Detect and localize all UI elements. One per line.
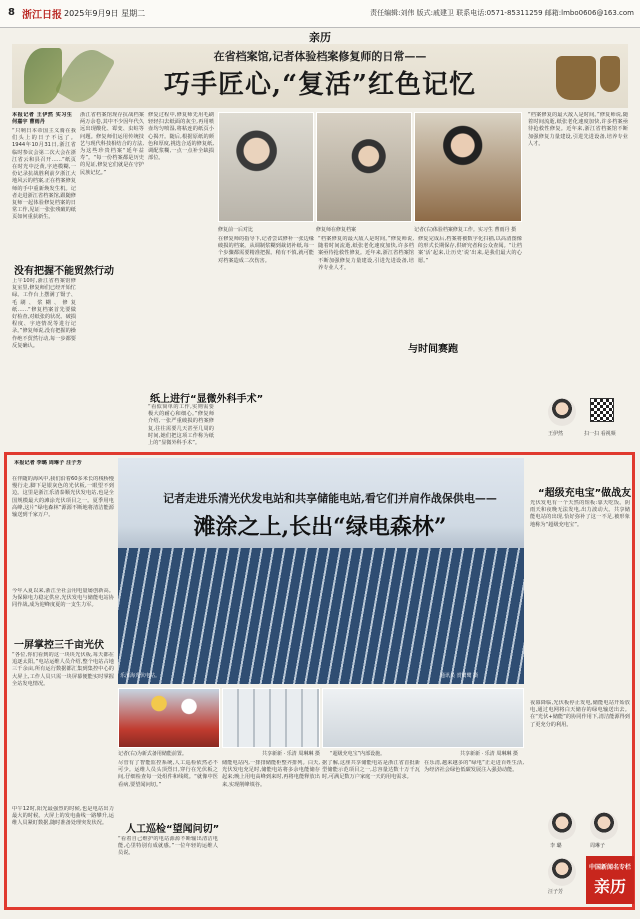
story1-col4: 在修复师的指导下,记者尝试修补一张边缘破损的档案。从调制浆糊到裁切补纸,每一个步骤都需要精准把握。稍有不慎,就可能对档案造成二次伤害。 (218, 236, 314, 264)
leaf-decoration (24, 48, 62, 104)
reporter-b-avatar (590, 812, 618, 840)
caption-hero-credit: 通讯员 赏鹭鹭 摄 (440, 673, 479, 679)
story2-col3: 尽管有了智能监控系统,人工巡检依然必不可少。运维人员头顶烈日,穿行在光伏板之间,仔细检查每一处组件和线缆。“就像中医看病,要望闻问切。” (118, 760, 218, 788)
story1-head1: 没有把握不能贸然行动 (14, 266, 114, 277)
logo-top-text: 中国新闻名专栏 (588, 864, 631, 871)
story1-col3: 修复过程中,修复师先用毛刷轻轻扫去纸面的灰尘,再用喷壶均匀喷湿,将粘连的纸页小心揭开。随后,根据原纸的颜色和厚度,挑选合适的修复纸,调配浆糊,一点一点补全缺损部位。 (148, 112, 214, 162)
reporter-b-name: 周琳子 (590, 843, 606, 849)
caption-2: 修复师在修复档案 (316, 227, 357, 233)
caption-1: 修复前一后对比 (218, 227, 254, 233)
issue-date: 2025年9月9日 星期二 (64, 9, 146, 18)
reporter-a-avatar (548, 812, 576, 840)
photo-restoration (316, 112, 412, 222)
caption-hero: 乐清海光伏电站。 (120, 673, 161, 679)
caption-b: 共享新新 · 乐清 周琳琳 摄 (262, 751, 320, 757)
story1-col5: “档案修复的最大敌人是时间。”修复师说,随着时间流逝,纸张老化速度加快,许多档案亟待抢救性修复。近年来,浙江省档案馆不断加强修复力量建设,引进先进设备,培养专业人才。 (318, 236, 414, 271)
caption-a: 记者(右)为新式备用储能前置。 (118, 751, 187, 757)
reporter1-name: 王伊然 (548, 431, 564, 437)
story2-subtitle: 记者走进乐清光伏发电站和共享储能电站,看它们并肩作战保供电—— (163, 492, 497, 505)
caption-c: “超级充电宝”内部设施。 (330, 751, 386, 757)
reporter-c-avatar (548, 858, 576, 886)
story1-col1: “只剩日本帝国主义骑在我们头上的日子不远了。1944年10月31日,浙江省临时参议会第二次大会在浙江省云和县召开……”纸页在时光中泛黄,字迹模糊,一份记录抗战胜利前夕浙江大地风云的档案,正在档案修复师的手中重新焕发生机。记者走进浙江省档案馆,跟随修复师一起体验修复档案的日常工作,见证一张张残破的纸页如何重获新生。 (12, 128, 76, 221)
story2-head3: “超级充电宝”做战友 (538, 488, 632, 499)
newspaper-name: 浙江日报 (22, 10, 62, 21)
caption-3: 记者(右)体验档案修复工作。实习生 曹雨丹 摄 (414, 227, 517, 233)
story1-col1b: 上午10时,浙江省档案馆修复室里,修复师们已经开始忙碌。工作台上摆满了镊子、毛刷、浆糊、修复纸……“修复档案首先要做好检查,对纸张的状况、破损程度、字迹情况等进行记录。”修复师说,没有把握的操作绝不贸然行动,每一步都要反复确认。 (12, 278, 76, 349)
story2-title: 滩涂之上,长出“绿电森林” (193, 514, 447, 540)
story2-head1: 一屏掌控三千亩光伏 (14, 640, 104, 651)
brush-decoration (600, 56, 620, 92)
story2-col2: “各位,你们看到的这一块块光伏板,每天都在追逐太阳。”电站运维人员介绍,整个电站占地三千余亩,所有运行数据都汇集到集控中心的大屏上,工作人员只需一块屏幕便能实时掌握全站发电情况。 (12, 652, 114, 687)
photo-storage (322, 688, 524, 748)
column-logo (586, 856, 634, 904)
story2-col1b: 今年入夏以来,浙江全社会用电量屡创新高。为保障电力稳定供应,光伏发电与储能电站协同作战,成为迎峰度夏的一支生力军。 (12, 588, 114, 609)
photo-restorer (218, 112, 314, 222)
story1-col6: 修复完成后,档案将被数字化扫描,以高清图像的形式长期保存,供研究者和公众查阅。“让档案‘活’起来,让历史‘说’出来,是我们最大的心愿。” (418, 236, 522, 264)
scan-hint: 扫一扫 看视频 (584, 431, 616, 437)
story2-col2b: 中午12时,阳光最强烈的时候,也是电站出力最大的时候。大屏上的发电曲线一路攀升,运维人员紧盯数据,随时准备处理突发状况。 (12, 806, 114, 827)
photo-cabinets (222, 688, 320, 748)
reporter1-avatar (548, 398, 576, 426)
story2-byline: 本报记者 李璐 周琳子 汪子芳 (14, 460, 82, 466)
story2-head2: 人工巡检“望闻问切” (126, 824, 220, 835)
story1-head3: 与时间赛跑 (408, 344, 458, 355)
story1-subtitle: 在省档案馆,记者体验档案修复师的日常—— (213, 50, 427, 63)
story1-col2b: “看似简单的工作,实则需要极大的耐心和细心。”修复师介绍,一张严重破损的档案修复,往往需要几天甚至几周的时间,她们把这项工作称为纸上的“显微外科手术”。 (148, 404, 214, 447)
story2-col3b: “看着自己维护的电站源源不断输出清洁电能,心里特别有成就感。”一位年轻的运维人员说。 (118, 836, 218, 857)
page-number: 8 (8, 7, 15, 18)
photo-workers (118, 688, 220, 748)
story2-col5: 据了解,这座共享储能电站是浙江省首批新型储能示范项目之一,总容量达数十万千瓦时,可满足数万户家庭一天的用电需求。 (322, 760, 420, 781)
brush-decoration (556, 56, 596, 100)
story1-col2: 浙江省档案馆现存抗战档案两万余卷,其中不少因年代久远出现酸化、霉变、虫蛀等问题。修复师们运用传统技艺与现代科技相结合的方法,为这些珍贵档案“延年益寿”。“每一份档案都是历史的见证,修复它们就是在守护民族记忆。” (80, 112, 144, 176)
qr-code-icon[interactable] (590, 398, 614, 422)
story1-title: 巧手匠心,“复活”红色记忆 (164, 70, 476, 100)
story1-col7: “档案修复的最大敌人是时间。”修复师说,随着时间流逝,纸张老化速度加快,许多档案亟待抢救性修复。近年来,浙江省档案馆不断加强修复力量建设,引进先进设备,培养专业人才。 (528, 112, 628, 147)
photo-reporter (414, 112, 522, 222)
story2-col7b: 夜幕降临,光伏板停止发电,储能电站开始放电,通过电网将白天储存的绿电输送出去。在“光伏+储能”的协同作用下,清洁能源得到了更充分的利用。 (530, 700, 630, 728)
story1-byline: 本报记者 王伊然 实习生 何嘉宇 曹雨丹 (12, 112, 72, 126)
reporter-c-name: 汪子芳 (548, 889, 564, 895)
section-title: 亲历 (309, 31, 331, 44)
story2-col4: 储能电站内,一排排储能柜整齐排列。白天,光伏发电充足时,储能电站将多余电能储存起来;晚上用电高峰到来时,再将电能释放出来,实现削峰填谷。 (222, 760, 320, 788)
story2-col1: 在伴随的海风中,我们沿着60多米长的栈桥慢慢行走,脚下是银灰色的光伏板,一眼望不到边。这里是浙江乐清泰顺光伏发电站,也是全国规模最大的滩涂光伏项目之一。夏季用电高峰,这片“绿电森林”源源不断地将清洁能源输送到千家万户。 (12, 476, 114, 519)
solar-panels (118, 548, 524, 684)
editor-info: 责任编辑:刘伟 版式:戚建卫 联系电话:0571-85311259 邮箱:lmbo0606@163.com (370, 9, 634, 17)
story1-head2: 纸上进行“显微外科手术” (150, 394, 264, 405)
story2-col6: 在乐清,越来越多的“绿电”正走进百姓生活,为经济社会绿色低碳发展注入强劲动能。 (424, 760, 524, 774)
caption-d: 共享新新 · 乐清 周琳琳 摄 (460, 751, 518, 757)
story2-col7: 光伏发电有一个天然的短板:靠天吃饭。阴雨天和夜晚无法发电,出力波动大。共享储能电站的出现,恰好弥补了这一不足,被形象地称为“超级充电宝”。 (530, 500, 630, 528)
reporter-a-name: 李 璐 (550, 843, 562, 849)
page-header (0, 0, 640, 28)
logo-main-text: 亲历 (593, 877, 626, 896)
